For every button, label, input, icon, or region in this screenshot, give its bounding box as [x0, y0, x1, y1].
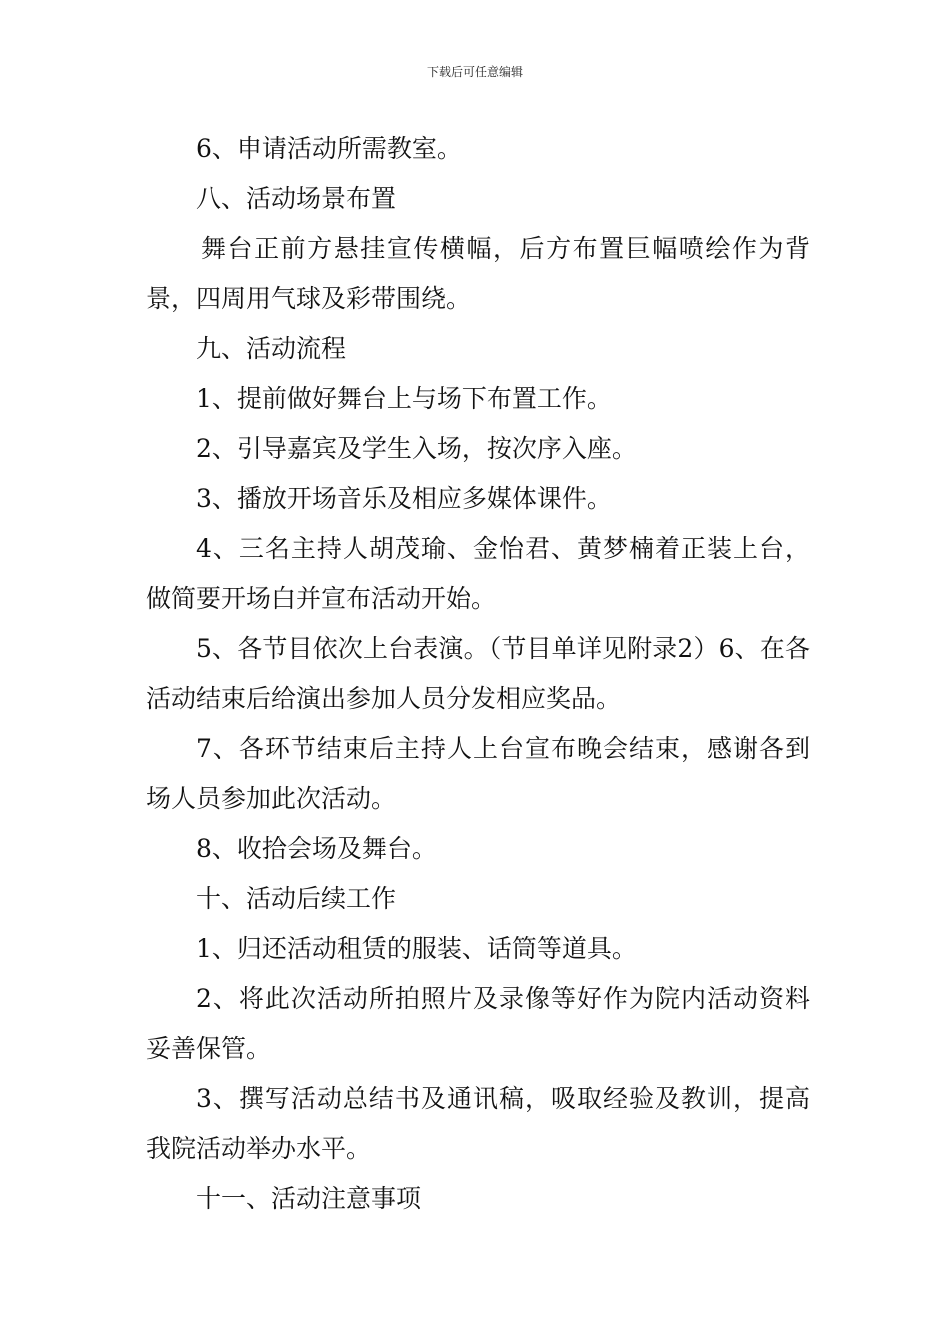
- list-item: 6、申请活动所需教室。: [196, 134, 462, 163]
- body-paragraph: 舞台正前方悬挂宣传横幅，后方布置巨幅喷绘作为背景，四周用气球及彩带围绕。: [146, 234, 810, 313]
- list-item: 1、提前做好舞台上与场下布置工作。: [196, 384, 612, 413]
- section-heading: 十一、活动注意事项: [196, 1184, 422, 1213]
- list-item: 4、三名主持人胡茂瑜、金怡君、黄梦楠着正装上台，做简要开场白并宣布活动开始。: [146, 534, 810, 613]
- list-item: 8、收拾会场及舞台。: [196, 834, 437, 863]
- list-item: 2、引导嘉宾及学生入场，按次序入座。: [196, 434, 637, 463]
- list-item: 2、将此次活动所拍照片及录像等好作为院内活动资料妥善保管。: [146, 984, 810, 1063]
- section-heading: 九、活动流程: [196, 334, 347, 363]
- section-heading: 十、活动后续工作: [196, 884, 397, 913]
- list-item: 5、各节目依次上台表演。（节目单详见附录2）6、在各活动结束后给演出参加人员分发相应奖品。: [146, 634, 810, 713]
- document-body: [146, 124, 810, 1224]
- page-header: 下载后可任意编辑: [426, 65, 523, 79]
- section-heading: 八、活动场景布置: [196, 184, 397, 213]
- list-item: 1、归还活动租赁的服装、话筒等道具。: [196, 934, 637, 963]
- list-item: 7、各环节结束后主持人上台宣布晚会结束，感谢各到场人员参加此次活动。: [146, 734, 810, 813]
- list-item: 3、播放开场音乐及相应多媒体课件。: [196, 484, 612, 513]
- list-item: 3、撰写活动总结书及通讯稿，吸取经验及教训，提高我院活动举办水平。: [146, 1084, 810, 1163]
